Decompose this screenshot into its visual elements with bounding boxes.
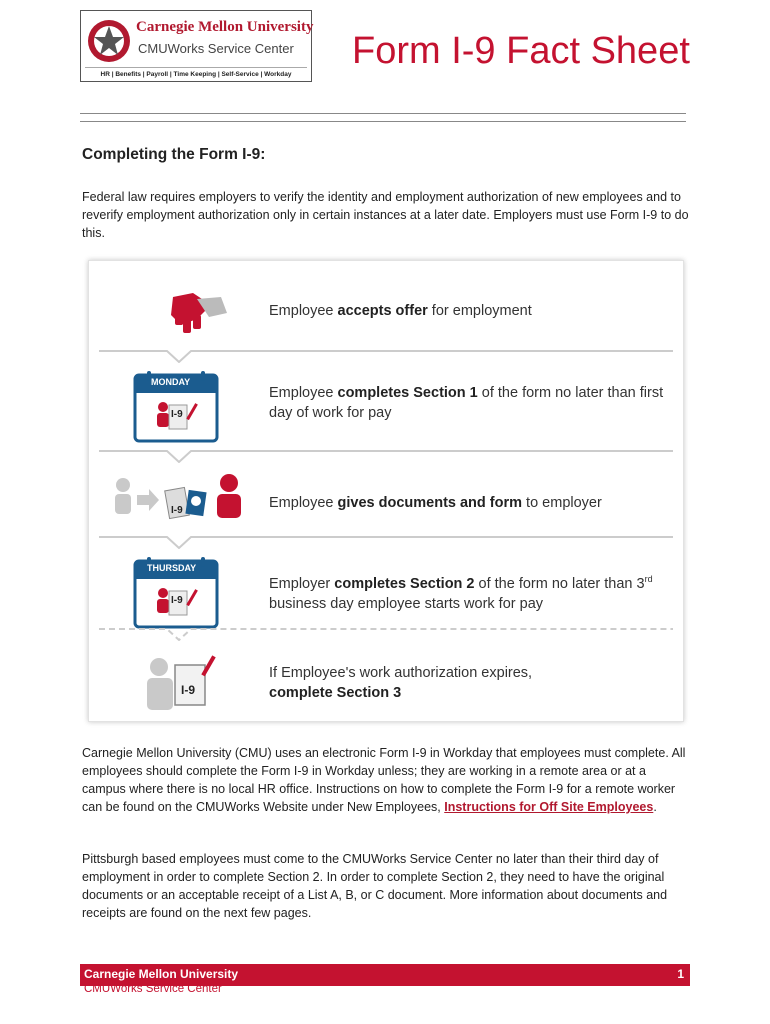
step-1-pre: Employee	[269, 303, 338, 319]
step-4-post-b: business day employee starts work for pay	[269, 595, 544, 612]
intro-paragraph: Federal law requires employers to verify the identity and employment authorization of new employees and to reverify employment authorization only in certain instances at a later date. Employers must use Form I-9 to do this.	[82, 190, 689, 240]
step-4-text	[269, 569, 679, 614]
step-complete-section-1	[89, 365, 683, 455]
step-2-text	[269, 383, 679, 423]
process-infographic	[88, 260, 684, 722]
step-3-post: to employer	[522, 495, 602, 511]
step-1-post: for employment	[427, 303, 532, 319]
calendar-day-thursday: THURSDAY	[147, 563, 197, 573]
form-label-i9-step-4: I-9	[171, 595, 183, 606]
header-rule-bottom	[80, 121, 686, 122]
footer-organization: Carnegie Mellon University	[84, 967, 239, 981]
step-3-text	[269, 493, 679, 513]
step-divider-1	[99, 347, 673, 363]
form-label-i9-step-2: I-9	[171, 409, 183, 420]
calendar-day-monday: MONDAY	[151, 377, 191, 387]
cmu-star-seal-icon	[87, 19, 131, 63]
workday-paragraph-text: Carnegie Mellon University (CMU) uses an electronic Form I-9 in Workday that employees must complete. All employees should complete the Form I-9 in Workday unless; they are working in a remote area or at a campus where there is no local HR office. Instructions on how to complete the Form I-9 for a remote worker can be found on the CMUWorks Website under New Employees,	[82, 746, 686, 814]
step-3-pre: Employee	[269, 495, 338, 511]
header-rule-top	[80, 113, 686, 114]
instructions-off-site-link[interactable]: Instructions for Off Site Employees	[444, 800, 654, 814]
step-5-line-1: If Employee's work authorization expires,	[269, 665, 533, 681]
section-heading: Completing the Form I-9:	[82, 146, 266, 163]
step-2-post: of the form no later than first day of work for pay	[269, 385, 664, 421]
step-4-bold: completes Section 2	[334, 575, 475, 592]
step-1-text	[269, 301, 679, 321]
pittsburgh-paragraph: Pittsburgh based employees must come to the CMUWorks Service Center no later than their third day of employment in order to complete Section 2. In order to complete Section 2, they need to have the original documents or an acceptable receipt of a List A, B, or C document. More information about documents and receipts are found on the next few pages.	[82, 852, 668, 920]
logo-university-name: Carnegie Mellon University	[136, 19, 314, 35]
step-4-post-a: of the form no later than 3	[474, 575, 645, 592]
workday-paragraph	[82, 744, 692, 816]
cmu-logo	[80, 10, 312, 82]
step-3-bold: gives documents and form	[337, 495, 523, 511]
step-2-bold: completes Section 1	[337, 385, 478, 401]
page-title: Form I-9 Fact Sheet	[352, 30, 690, 72]
form-label-i9-step-5: I-9	[181, 683, 196, 697]
step-4-pre: Employer	[269, 575, 335, 592]
logo-center-name: CMUWorks Service Center	[138, 41, 294, 56]
handshake-icon	[111, 269, 261, 349]
workday-paragraph-end: .	[653, 800, 657, 814]
step-divider-3	[99, 533, 673, 549]
step-5-text	[269, 663, 679, 703]
logo-divider	[85, 67, 307, 68]
step-accept-offer	[89, 263, 683, 353]
form-label-i9-step-3: I-9	[171, 505, 183, 516]
logo-services-list: HR | Benefits | Payroll | Time Keeping | Self-Service | Workday	[100, 71, 292, 78]
step-1-bold: accepts offer	[337, 303, 428, 319]
footer-page-number: 1	[677, 967, 684, 981]
footer-subtitle: CMUWorks Service Center	[84, 983, 222, 995]
step-complete-section-3	[89, 639, 683, 729]
step-5-line-2: complete Section 3	[269, 685, 402, 701]
step-4-superscript: rd	[644, 574, 653, 584]
step-2-pre: Employee	[269, 385, 338, 401]
